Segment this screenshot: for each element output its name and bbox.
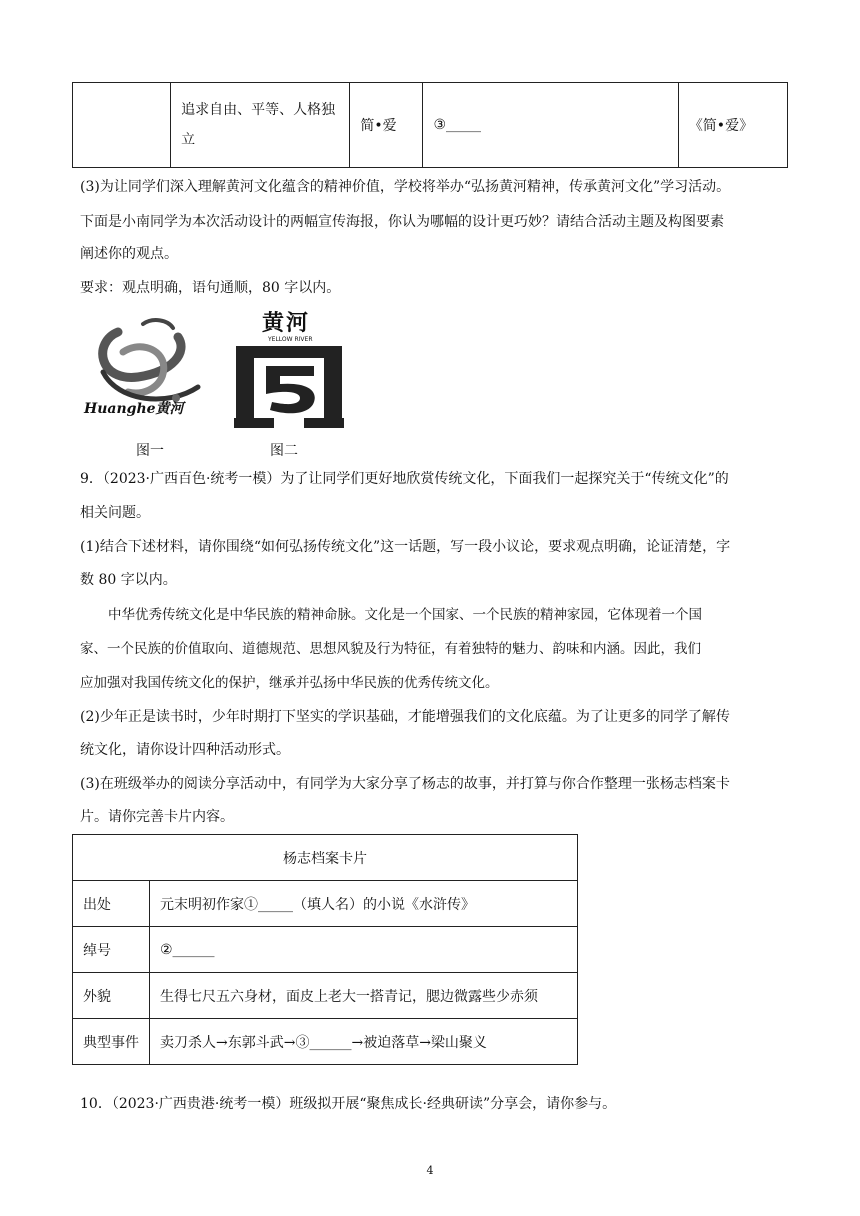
q9-heading-line-2: 相关问题。	[80, 505, 150, 521]
table-row	[73, 1019, 578, 1065]
material-line-1: 中华优秀传统文化是中华民族的精神命脉。文化是一个国家、一个民族的精神家园，它体现着一个国	[108, 607, 702, 623]
figure-two-subtitle: YELLOW RIVER	[268, 336, 313, 343]
q9-part3-line-2: 片。请你完善卡片内容。	[80, 809, 234, 825]
card-value-source: 元末明初作家①_____（填人名）的小说《水浒传》	[150, 881, 578, 927]
figure-two-title: 黄河	[262, 310, 311, 336]
q3-text-line-1: (3)为让同学们深入理解黄河文化蕴含的精神价值，学校将举办“弘扬黄河精神，传承黄河文化”学习活动。	[80, 179, 731, 195]
table-row	[73, 927, 578, 973]
q9-part3-line-1: (3)在班级举办的阅读分享活动中，有同学为大家分享了杨志的故事，并打算与你合作整理一张杨志档案卡	[80, 776, 730, 792]
card-label-appearance: 外貌	[73, 973, 150, 1019]
q3-text-line-2: 下面是小南同学为本次活动设计的两幅宣传海报，你认为哪幅的设计更巧妙？请结合活动主题及构图要素	[80, 214, 724, 230]
table-row	[73, 881, 578, 927]
card-value-nickname: ②______	[150, 927, 578, 973]
card-value-events: 卖刀杀人→东郭斗武→③______→被迫落草→梁山聚义	[150, 1019, 578, 1065]
card-label-nickname: 绰号	[73, 927, 150, 973]
q3-text-line-3: 阐述你的观点。	[80, 246, 178, 262]
yang-zhi-archive-card	[72, 834, 578, 1065]
material-line-2: 家、一个民族的价值取向、道德规范、思想风貌及行为特征，有着独特的魅力、韵味和内涵。因此，我们	[80, 641, 701, 657]
q9-part2-line-2: 统文化，请你设计四种活动形式。	[80, 742, 290, 758]
table-cell-character: 简•爱	[350, 83, 423, 168]
card-label-source: 出处	[73, 881, 150, 927]
figure-two-label: 图二	[270, 443, 298, 459]
table-cell-theme: 追求自由、平等、人格独立	[171, 83, 350, 168]
table-cell-empty	[73, 83, 171, 168]
table-cell-blank: ③_____	[423, 83, 678, 168]
q9-part1-line-1: (1)结合下述材料，请你围绕“如何弘扬传统文化”这一话题，写一段小议论，要求观点明确，论证清楚，字	[80, 539, 731, 555]
table-cell-book: 《简•爱》	[678, 83, 787, 168]
q9-part2-line-1: (2)少年正是读书时，少年时期打下坚实的学识基础，才能增强我们的文化底蕴。为了让更多的同学了解传	[80, 709, 730, 725]
figure-two-poster	[234, 306, 344, 426]
card-value-appearance: 生得七尺五六身材，面皮上老大一搭青记，腮边微露些少赤须	[150, 973, 578, 1019]
material-line-3: 应加强对我国传统文化的保护，继承并弘扬中华民族的优秀传统文化。	[80, 675, 499, 691]
top-table	[72, 82, 788, 168]
table-row	[73, 83, 788, 168]
q9-heading-line-1: 9．（2023·广西百色·统考一模）为了让同学们更好地欣赏传统文化，下面我们一起探究关于“传统文化”的	[80, 471, 729, 487]
card-label-events: 典型事件	[73, 1019, 150, 1065]
page-number: 4	[426, 1164, 434, 1177]
q10-heading: 10．（2023·广西贵港·统考一模）班级拟开展“聚焦成长·经典研读”分享会，请你参与。	[80, 1096, 617, 1112]
card-title: 杨志档案卡片	[73, 835, 578, 881]
q3-requirement: 要求：观点明确，语句通顺，80 字以内。	[80, 280, 341, 296]
card-title-row	[73, 835, 578, 881]
table-row	[73, 973, 578, 1019]
figure-one-poster	[78, 312, 228, 422]
yellow-river-gate-logo	[234, 344, 344, 428]
q9-part1-line-2: 数 80 字以内。	[80, 572, 177, 588]
figure-one-logo-text: Huanghe黄河	[84, 401, 184, 417]
figure-one-label: 图一	[136, 443, 164, 459]
